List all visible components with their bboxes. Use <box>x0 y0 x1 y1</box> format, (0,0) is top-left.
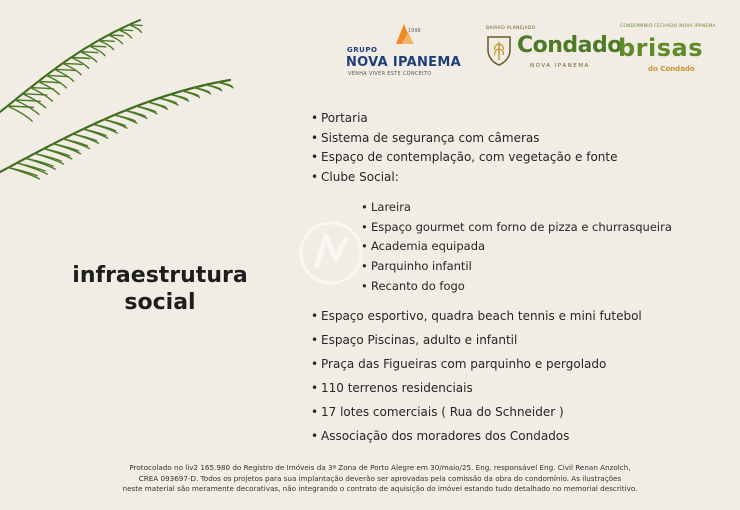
club-amenities-list <box>371 198 672 296</box>
list-item: • Espaço esportivo, quadra beach tennis e mini futebol <box>321 307 642 331</box>
palm-frond <box>170 94 187 99</box>
palm-frond <box>118 30 132 31</box>
palm-frond <box>194 88 210 92</box>
amenities-list-top <box>321 109 617 187</box>
nova-ipanema-name: NOVA IPANEMA <box>346 55 461 70</box>
nova-ipanema-mark-icon <box>392 22 416 46</box>
palm-frond <box>98 40 114 41</box>
list-item: • Lareira <box>371 198 672 218</box>
nova-ipanema-group: GRUPO <box>347 46 378 54</box>
condado-logo <box>484 26 622 76</box>
amenities-list-bottom <box>321 307 642 451</box>
nova-ipanema-year: 1998 <box>408 28 421 34</box>
palm-frond <box>71 58 89 69</box>
palm-frond <box>125 111 145 117</box>
palm-frond <box>26 158 53 166</box>
list-item: • Espaço gourmet com forno de pizza e churrasqueira <box>371 218 672 238</box>
nova-ipanema-slogan: VENHA VIVER ESTE CONCEITO <box>348 71 432 77</box>
palm-frond <box>93 124 115 130</box>
brisas-name: brisas <box>618 34 704 62</box>
palm-frond <box>182 91 198 96</box>
palm-frond <box>218 82 232 86</box>
heading-line-2: social <box>124 290 196 315</box>
palm-frond <box>83 129 106 136</box>
list-item: • 110 terrenos residenciais <box>321 379 642 403</box>
palm-frond <box>53 144 78 151</box>
palm-frond <box>17 163 45 171</box>
list-item: • Praça das Figueiras com parquinho e pergolado <box>321 355 642 379</box>
footer-line-2: CREA 093697-D. Todos os projetos para sua implantação deverão ser aprovadas pela comissão da obra do condomínio. As ilustrações <box>138 473 622 483</box>
brisas-top-text: CONDOMÍNIO FECHADO NOVA IPANEMA <box>620 24 716 29</box>
palm-frond <box>114 115 135 121</box>
list-item: • Associação dos moradores dos Condados <box>321 427 642 451</box>
condado-name: Condado <box>517 33 622 58</box>
palm-frond <box>104 120 125 126</box>
list-item: • Clube Social: <box>321 168 617 188</box>
palm-frond <box>63 63 82 74</box>
condado-sub-text: NOVA IPANEMA <box>530 63 590 69</box>
footer-line-3: neste material são meramente decorativas, não integrando o contrato de aquisição do imóvel estando tudo detalhado no memorial descritivo. <box>122 484 638 493</box>
palm-frond <box>206 85 221 89</box>
palm-frond <box>136 106 155 112</box>
condado-top-text: BAIRRO PLANEJADO <box>486 26 536 31</box>
watermark-icon <box>296 218 366 288</box>
wheat-shield-icon <box>486 34 512 66</box>
section-heading <box>70 262 250 316</box>
heading-line-1: infraestrutura <box>72 263 248 288</box>
brisas-sub-text: do Condado <box>648 65 695 73</box>
list-item: • Sistema de segurança com câmeras <box>321 129 617 149</box>
palm-frond <box>98 40 113 49</box>
nova-ipanema-logo <box>344 20 468 78</box>
palm-frond <box>44 149 70 156</box>
palm-frond <box>89 46 105 56</box>
palm-frond <box>35 154 62 162</box>
brisas-logo <box>614 24 716 78</box>
palm-frond <box>159 98 177 103</box>
list-item: • Academia equipada <box>371 237 672 257</box>
palm-frond <box>8 106 33 121</box>
list-item: • Recanto do fogo <box>371 277 672 297</box>
palm-frond <box>148 102 167 107</box>
palm-frond <box>89 46 106 47</box>
footer-line-1: Protocolado no liv2 165.980 do Registro de Imóveis da 3ª Zona de Porto Alegre em 30/maio/25. Eng. responsável Eng. Civil Renan Anzolch, <box>129 463 631 472</box>
palm-frond <box>129 25 142 26</box>
palm-frond <box>108 35 123 36</box>
palm-frond <box>63 139 88 146</box>
list-item: • Portaria <box>321 109 617 129</box>
list-item: • Parquinho infantil <box>371 257 672 277</box>
palm-frond <box>80 52 98 53</box>
list-item: • Espaço Piscinas, adulto e infantil <box>321 331 642 355</box>
palm-leaves-decoration <box>0 0 240 190</box>
legal-footer <box>60 463 700 495</box>
palm-frond <box>73 134 97 141</box>
list-item: • Espaço de contemplação, com vegetação e fonte <box>321 148 617 168</box>
palm-frond <box>80 52 97 62</box>
list-item: • 17 lotes comerciais ( Rua do Schneider ) <box>321 403 642 427</box>
